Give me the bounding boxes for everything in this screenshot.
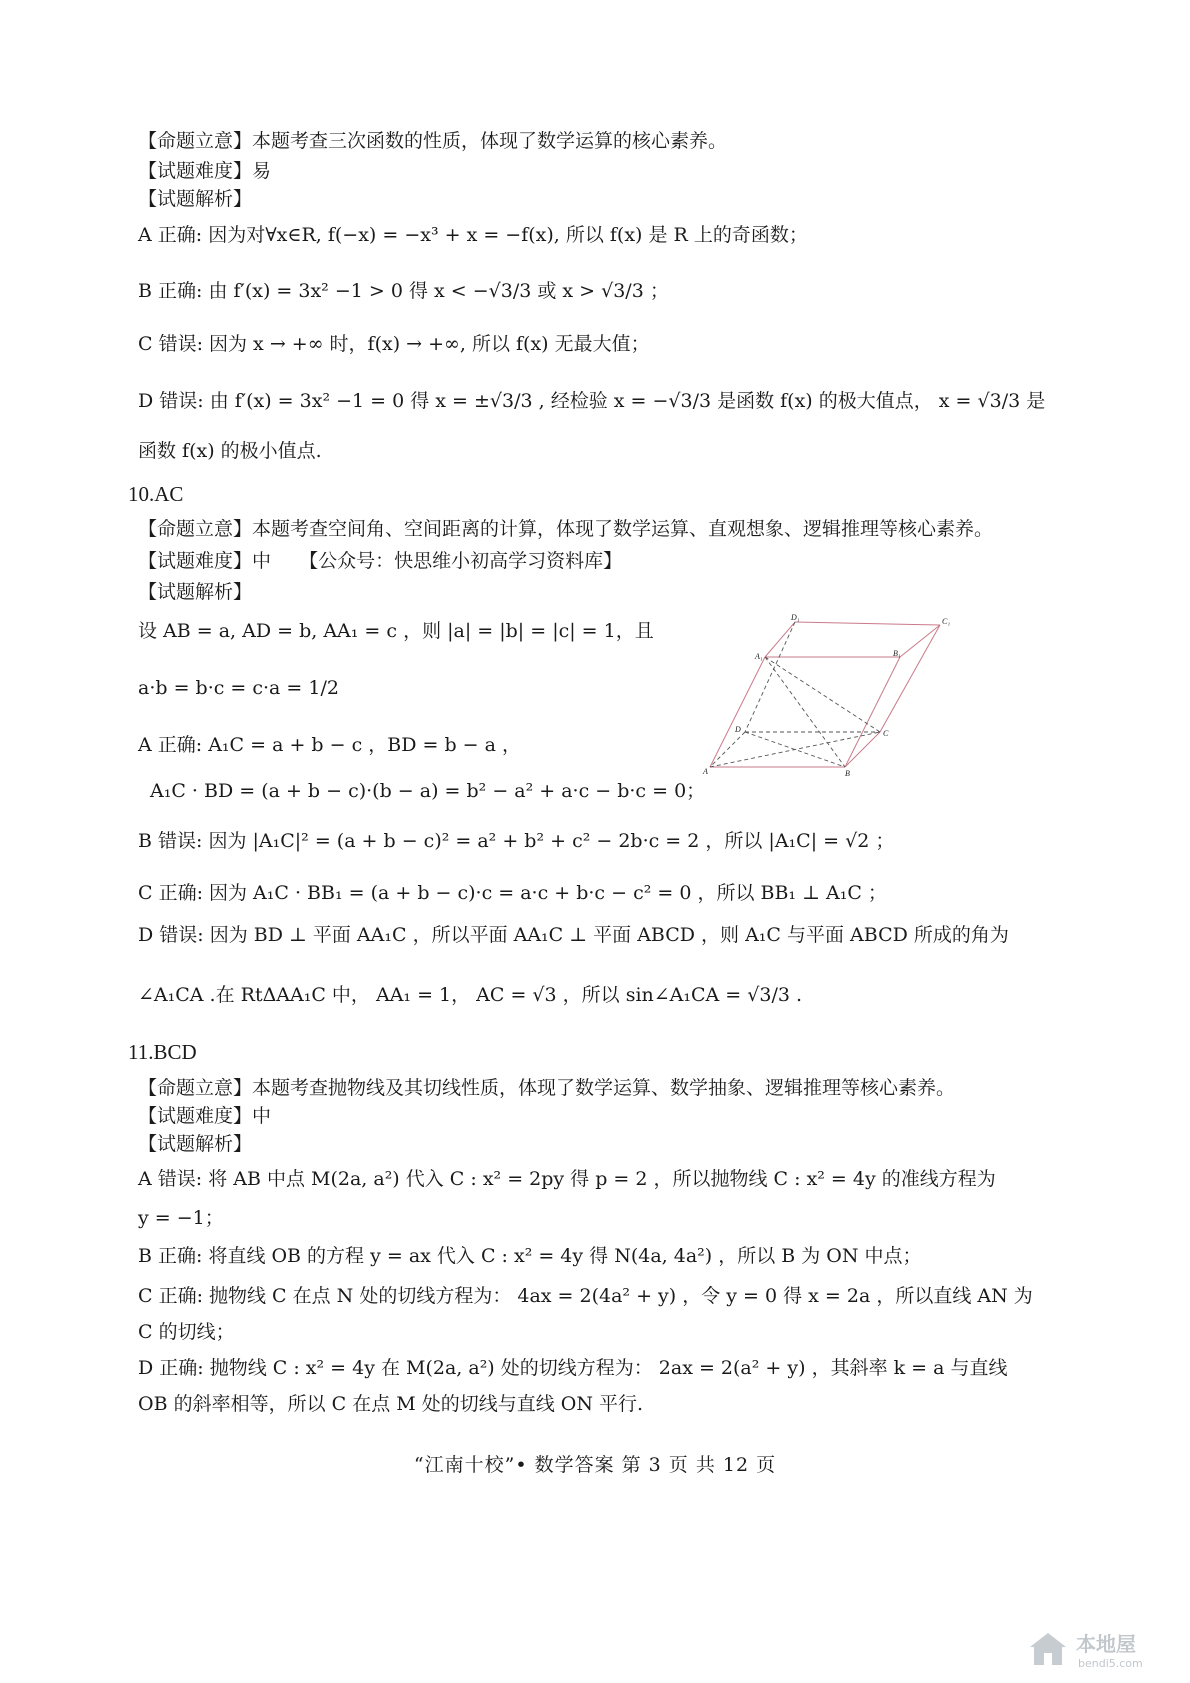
parallelepiped-figure (695, 612, 1025, 782)
watermark-subtext: bendi5.com (1078, 1657, 1143, 1670)
watermark-text: 本地屋 (1076, 1632, 1136, 1656)
q9-analysis-heading: 【试题解析】 (138, 188, 253, 210)
q9-option-a: A 正确: 因为对∀x∈R, f(−x) = −x³ + x = −f(x), 所以 f(x) 是 R 上的奇函数； (138, 224, 808, 246)
site-watermark-logo (1026, 1627, 1176, 1671)
q10-difficulty: 【试题难度】中 (138, 550, 272, 572)
q10-intent: 【命题立意】本题考查空间角、空间距离的计算，体现了数学运算、直观想象、逻辑推理等核心素养。 (138, 518, 994, 540)
q9-difficulty: 【试题难度】易 (138, 160, 272, 182)
q11-number: 11.BCD (128, 1040, 197, 1064)
q11-option-c-2: C 的切线； (138, 1321, 235, 1343)
q11-option-a-1: A 错误: 将 AB 中点 M(2a, a²) 代入 C : x² = 2py 得 p = 2 ，所以抛物线 C : x² = 4y 的准线方程为 (138, 1168, 996, 1190)
q10-setup-1: 设 AB = a, AD = b, AA₁ = c ，则 |a| = |b| = |c| = 1，且 (138, 620, 654, 642)
q10-option-d-2: ∠A₁CA .在 RtΔAA₁C 中， AA₁ = 1， AC = √3 ，所以 sin∠A₁CA = √3/3 . (138, 984, 803, 1006)
label-b1: B₁ (893, 649, 901, 658)
q10-number: 10.AC (128, 482, 184, 506)
q9-option-d-cont: 函数 f(x) 的极小值点. (138, 440, 322, 462)
q11-difficulty: 【试题难度】中 (138, 1105, 272, 1127)
q9-option-c: C 错误: 因为 x → +∞ 时，f(x) → +∞, 所以 f(x) 无最大值； (138, 333, 650, 355)
q11-intent: 【命题立意】本题考查抛物线及其切线性质，体现了数学运算、数学抽象、逻辑推理等核心素养。 (138, 1077, 956, 1099)
q11-option-d-2: OB 的斜率相等，所以 C 在点 M 处的切线与直线 ON 平行. (138, 1393, 644, 1415)
q11-option-b: B 正确: 将直线 OB 的方程 y = ax 代入 C : x² = 4y 得 N(4a, 4a²) ，所以 B 为 ON 中点； (138, 1245, 922, 1267)
label-a: A (703, 767, 708, 776)
page-footer: “江南十校”• 数学答案 第 3 页 共 12 页 (413, 1454, 777, 1476)
q9-option-b: B 正确: 由 f′(x) = 3x² −1 > 0 得 x < −√3/3 或 x > √3/3 ； (138, 280, 669, 302)
label-d1: D₁ (791, 613, 800, 622)
q10-analysis-heading: 【试题解析】 (138, 581, 253, 603)
q10-option-a-2: A₁C · BD = (a + b − c)·(b − a) = b² − a² + a·c − b·c = 0； (150, 780, 706, 802)
q11-option-d-1: D 正确: 抛物线 C : x² = 4y 在 M(2a, a²) 处的切线方程为： 2ax = 2(a² + y) ，其斜率 k = a 与直线 (138, 1357, 1008, 1379)
q11-option-a-2: y = −1； (138, 1207, 224, 1229)
label-c1: C₁ (942, 617, 951, 626)
q10-option-c: C 正确: 因为 A₁C · BB₁ = (a + b − c)·c = a·c + b·c − c² = 0 ，所以 BB₁ ⊥ A₁C ； (138, 882, 887, 904)
q10-setup-2: a·b = b·c = c·a = 1/2 (138, 677, 339, 699)
q11-analysis-heading: 【试题解析】 (138, 1133, 253, 1155)
q10-difficulty-row (138, 550, 622, 573)
q10-note: 【公众号：快思维小初高学习资料库】 (299, 550, 623, 572)
label-a1: A₁ (755, 652, 763, 661)
q10-option-b: B 错误: 因为 |A₁C|² = (a + b − c)² = a² + b² + c² − 2b·c = 2 ，所以 |A₁C| = √2 ； (138, 830, 895, 852)
q9-option-d: D 错误: 由 f′(x) = 3x² −1 = 0 得 x = ±√3/3 , 经检验 x = −√3/3 是函数 f(x) 的极大值点， x = √3/3 是 (138, 390, 1046, 412)
q9-intent: 【命题立意】本题考查三次函数的性质，体现了数学运算的核心素养。 (138, 130, 728, 152)
q10-option-a-1: A 正确: A₁C = a + b − c ，BD = b − a ， (138, 734, 521, 756)
q10-option-d-1: D 错误: 因为 BD ⊥ 平面 AA₁C ，所以平面 AA₁C ⊥ 平面 ABCD ，则 A₁C 与平面 ABCD 所成的角为 (138, 924, 1009, 946)
label-d: D (735, 725, 741, 734)
label-c: C (883, 729, 889, 738)
label-b: B (845, 769, 850, 778)
q11-option-c-1: C 正确: 抛物线 C 在点 N 处的切线方程为： 4ax = 2(4a² + y) ，令 y = 0 得 x = 2a ，所以直线 AN 为 (138, 1285, 1033, 1307)
